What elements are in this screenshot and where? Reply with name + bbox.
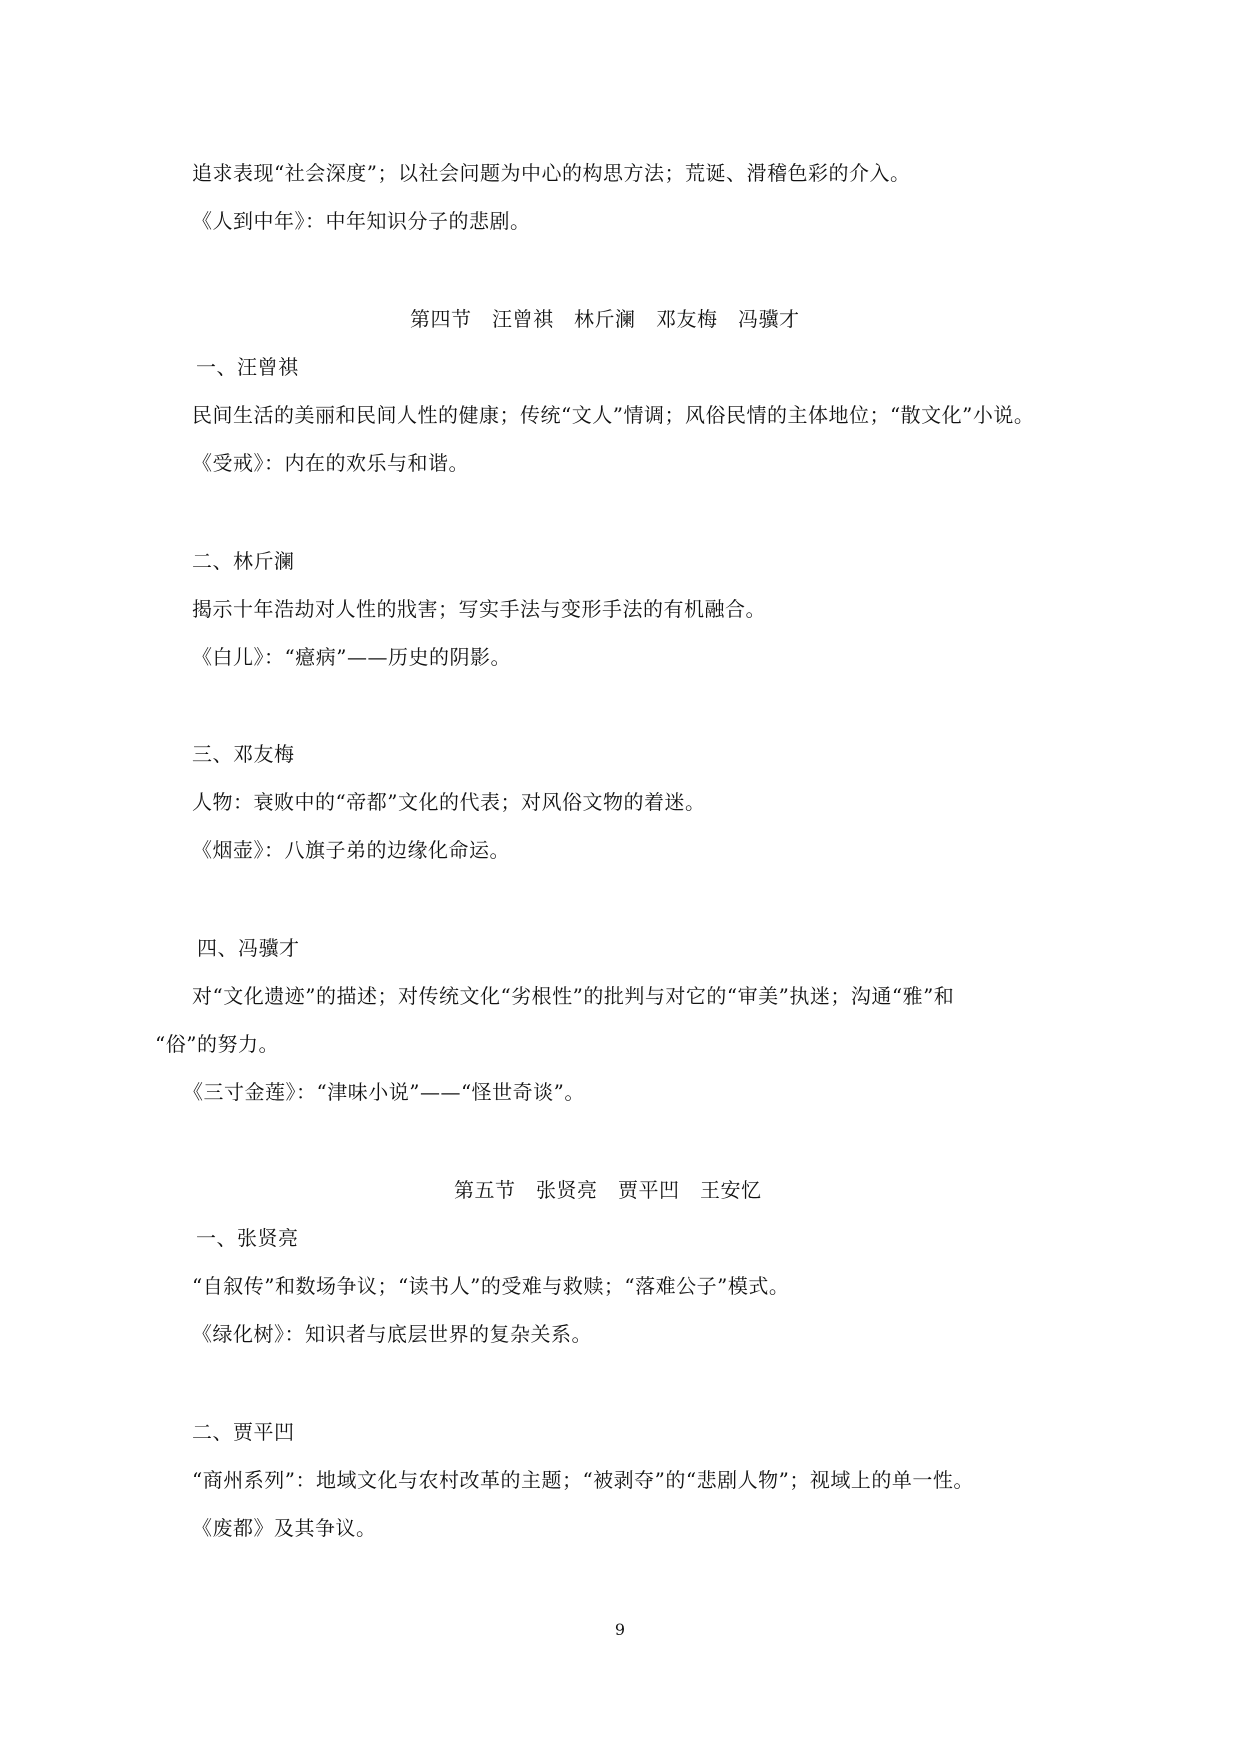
feng-desc-line-1: 对“文化遗迹”的描述；对传统文化“劣根性”的批判与对它的“审美”执迷；沟通“雅”和	[192, 984, 955, 1008]
lin-desc: 揭示十年浩劫对人性的戕害；写实手法与变形手法的有机融合。	[192, 597, 766, 621]
intro-line-1: 追求表现“社会深度”；以社会问题为中心的构思方法；荒诞、滑稽色彩的介入。	[192, 161, 911, 185]
zhang-desc: “自叙传”和数场争议；“读书人”的受难与救赎；“落难公子”模式。	[192, 1274, 790, 1298]
page-number: 9	[614, 1620, 626, 1639]
zhang-heading: 一、张贤亮	[196, 1226, 299, 1250]
section-4-title: 第四节 汪曾祺 林斤澜 邓友梅 冯骥才	[410, 307, 800, 331]
wang-heading: 一、汪曾祺	[196, 355, 299, 379]
jia-heading: 二、贾平凹	[192, 1420, 295, 1444]
deng-work: 《烟壶》：八旗子弟的边缘化命运。	[192, 838, 510, 862]
lin-heading: 二、林斤澜	[192, 549, 295, 573]
jia-work: 《废都》及其争议。	[192, 1516, 377, 1540]
wang-desc: 民间生活的美丽和民间人性的健康；传统“文人”情调；风俗民情的主体地位；“散文化”小说。	[192, 403, 1035, 427]
lin-work: 《白儿》：“癔病”——历史的阴影。	[192, 645, 511, 669]
jia-desc: “商州系列”：地域文化与农村改革的主题；“被剥夺”的“悲剧人物”；视域上的单一性。	[192, 1468, 974, 1492]
section-5-title: 第五节 张贤亮 贾平凹 王安忆	[454, 1178, 762, 1202]
intro-line-2: 《人到中年》：中年知识分子的悲剧。	[192, 209, 531, 233]
wang-work: 《受戒》：内在的欢乐与和谐。	[192, 451, 469, 475]
deng-heading: 三、邓友梅	[192, 742, 295, 766]
feng-work: 《三寸金莲》：“津味小说”——“怪世奇谈”。	[183, 1080, 585, 1104]
zhang-work: 《绿化树》：知识者与底层世界的复杂关系。	[192, 1322, 592, 1346]
deng-desc: 人物：衰败中的“帝都”文化的代表；对风俗文物的着迷。	[192, 790, 706, 814]
feng-heading: 四、冯骥才	[197, 936, 300, 960]
feng-desc-line-2: “俗”的努力。	[155, 1032, 279, 1056]
